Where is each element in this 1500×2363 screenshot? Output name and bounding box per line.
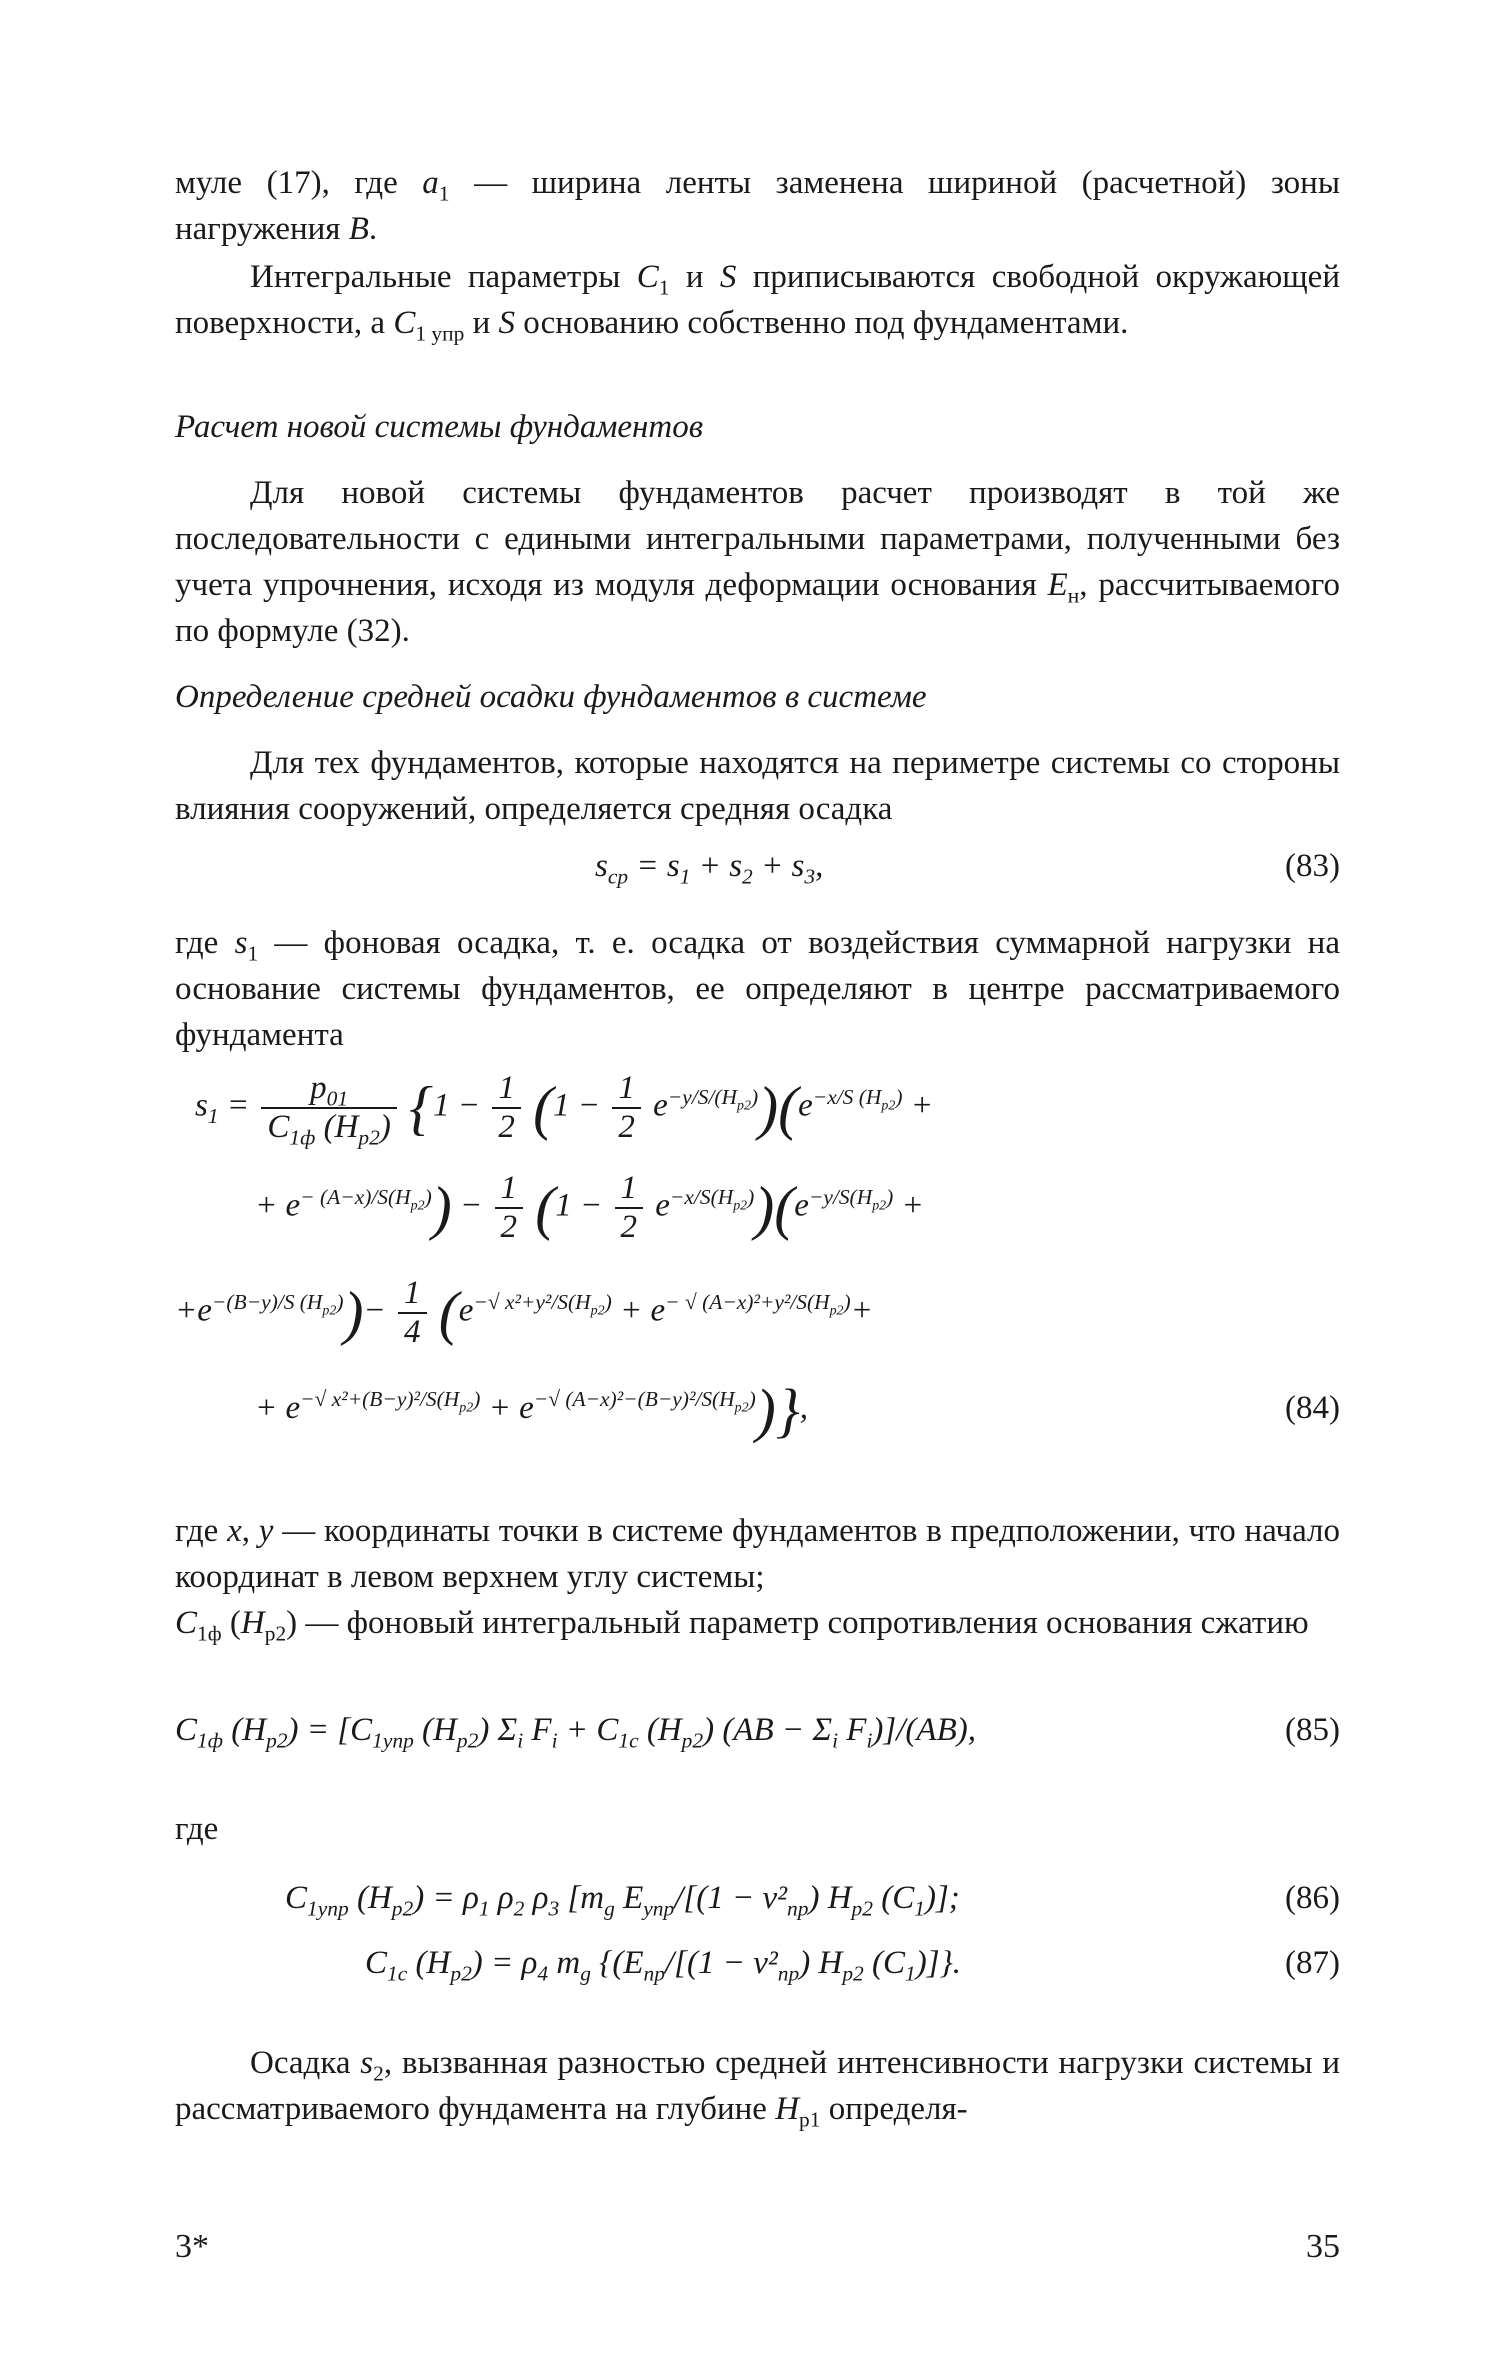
page-number: 35 xyxy=(1306,2228,1340,2265)
paragraph-9: Осадка $s_2$, вызванная разностью средней интенсивности нагрузки системы и рассматриваемого фундамента на глубине $H_{p1}$ определя- xyxy=(175,2045,1340,2132)
section-heading-1: Расчет новой системы фундаментов xyxy=(175,409,704,445)
paragraph-2: Интегральные параметры $C_1$ и S приписываются свободной окружающей поверхности, а $C_{1 упр}$ и S основанию собственно под фундаментами. xyxy=(175,259,1340,346)
paragraph-8: где xyxy=(175,1811,219,1847)
equation-87: $C_{1с}$ $(H_{p2}) = \rho_4$ $m_g$ {($E_{пр}/[(1 - \nu^2_{пр})$ $H_{p2}$ $(C_1)$]}. (87) xyxy=(365,1945,1340,1986)
paragraph-6: где x, y — координаты точки в системе фундаментов в предположении, что начало координат в левом верхнем углу системы; xyxy=(175,1513,1340,1595)
paragraph-5: где $s_1$ — фоновая осадка, т. е. осадка от воздействия суммарной нагрузки на основание системы фундаментов, ее определяют в центре рассматриваемого фундамента xyxy=(175,925,1340,1053)
section-heading-2: Определение средней осадки фундаментов в системе xyxy=(175,679,927,715)
paragraph-7: $C_{1ф}$ $(H_{p2})$ — фоновый интегральный параметр сопротивления основания сжатию xyxy=(175,1605,1309,1646)
paragraph-4: Для тех фундаментов, которые находятся на периметре системы со стороны влияния сооружений, определяется средняя осадка xyxy=(175,745,1340,827)
equation-85: $C_{1ф}$ $(H_{p2}) = [C_{1упр}$ $(H_{p2})$ $\Sigma_i$ $F_i + C_{1с}$ $(H_{p2}) (AB - \Sigma_i$ $F_i)]/(AB)$, (85) xyxy=(175,1712,1340,1753)
equation-83: $s_{ср} = s_1 + s_2 + s_3$, (83) xyxy=(595,848,1340,889)
paragraph-3: Для новой системы фундаментов расчет производят в той же последовательности с едиными интегральными параметрами, полученными без учета упрочнения, исходя из модуля деформации основания $E_н$, рассчитываемого по формуле (32). xyxy=(175,475,1340,649)
equation-84: $s_1$ = $\frac{p_{01}}{C_{1ф} (H_{p2})}$ {1 − $\frac{1}{2}$ (1 − $\frac{1}{2}$ $e^{-y/S/(H_{p2})})(e^{-x/S (H_{p2})}$ + + $e^{- (A-x)/S(H_{p2})}$) − $\frac{1}{2}$ (1 − $\frac{1}{2}$ $e^{-x/S(H_{p2})})(e^{-y/S(H_{p2})}$ + $+e^{-(B-y)/S (H_{p2})})-$ $\frac{1}{4}$ ($e^{-√ x^2+y^2/S(H_{p2})} + e^{- √ (A-x)^2+y^2/S(H_{p2})}+$ + $e^{-√ x^2+(B-y)^2/S(H_{p2})} + e^{-√ (A-x)^2-(B-y)^2/S(H_{p2})}$)}, (84) xyxy=(175,1070,1340,1444)
paragraph-1: муле (17), где $a_1$ — ширина ленты заменена шириной (расчетной) зоны нагружения B. xyxy=(175,165,1340,247)
equation-86: $C_{1упр}$ $(H_{p2}) = \rho_1$ $\rho_2$ $\rho_3$ [$m_g$ $E_{упр}/[(1 - \nu^2_{пр})$ $H_{p2}$ $(C_1)$]; (86) xyxy=(285,1880,1340,1921)
signature-mark: 3* xyxy=(175,2228,209,2265)
